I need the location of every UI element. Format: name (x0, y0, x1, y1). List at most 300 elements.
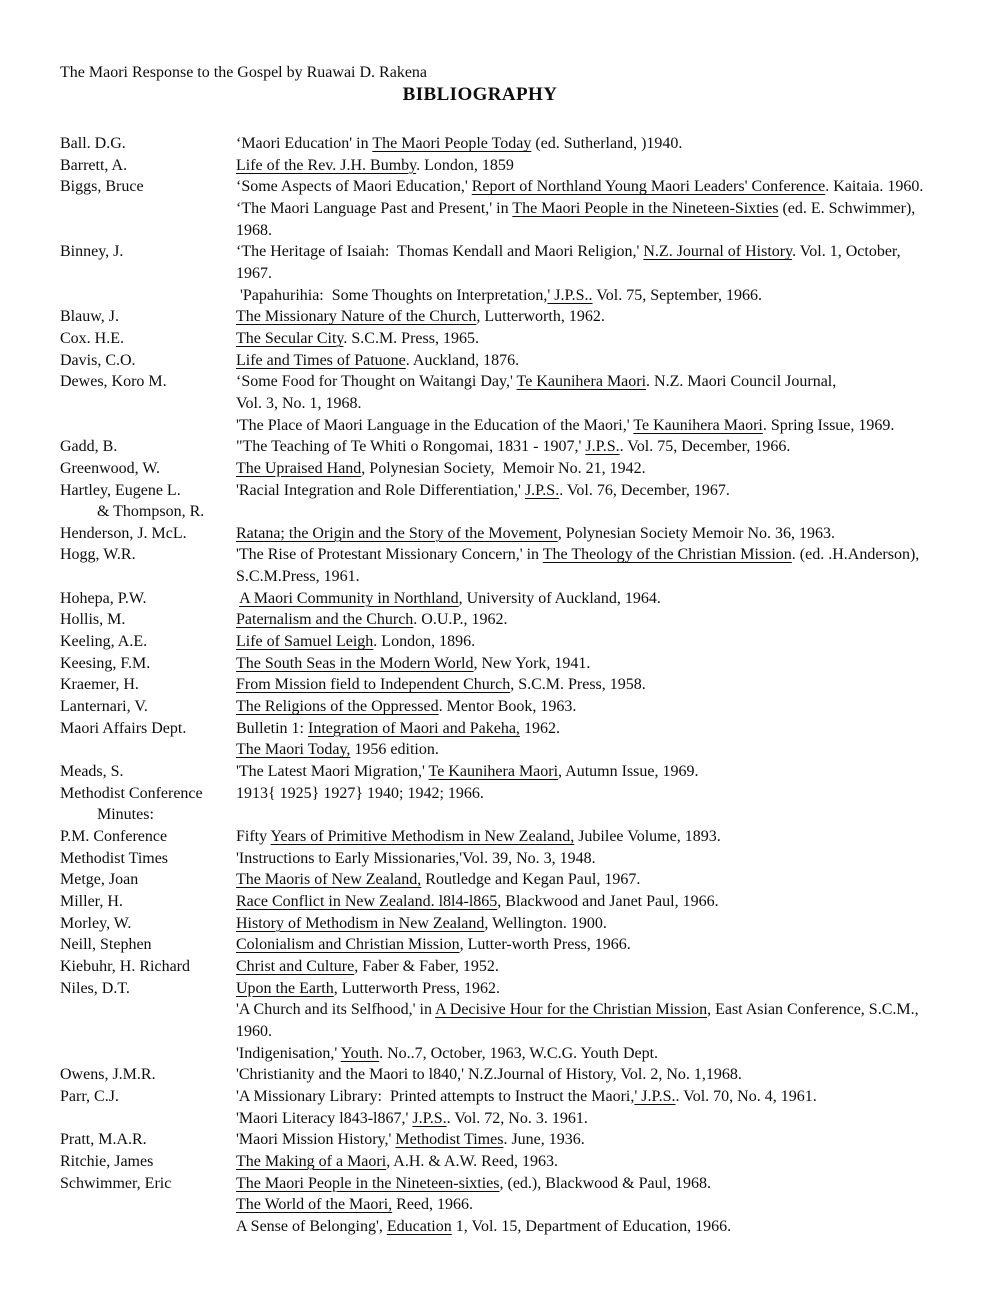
work-line (236, 718, 980, 740)
entry-author (60, 350, 236, 372)
author-line: Metge, Joan (60, 871, 139, 889)
work-text: . Auckland, 1876. (405, 351, 520, 369)
work-title: Life of Samuel Leigh (236, 633, 374, 651)
entry-works (236, 913, 980, 935)
bibliography-entry (60, 631, 980, 653)
work-title: The Theology of the Christian Mission (542, 546, 792, 564)
work-text: . Vol. 75, December, 1966. (619, 438, 791, 456)
entry-author (60, 588, 236, 610)
work-title: Te Kaunihera Maori (516, 373, 647, 391)
work-text: ‘The Heritage of Isaiah: Thomas Kendall and Maori Religion,' (236, 243, 644, 261)
work-title: The Making of a Maori (236, 1152, 387, 1170)
bibliography-entry (60, 458, 980, 480)
entry-author (60, 674, 236, 696)
author-line: Henderson, J. McL. (60, 524, 187, 542)
work-line (236, 1086, 980, 1108)
work-text: , East Asian Conference, S.C.M., (707, 1001, 919, 1019)
work-line (236, 674, 980, 696)
work-line (236, 978, 980, 1000)
work-line (236, 350, 980, 372)
work-title: The South Seas in the Modern World (236, 654, 474, 672)
work-title: The Missionary Nature of the Church (236, 308, 477, 326)
work-title: The Upraised Hand (236, 459, 362, 477)
author-line: Dewes, Koro M. (60, 373, 167, 391)
work-title: History of Methodism in New Zealand (236, 914, 485, 932)
work-text: 1, Vol. 15, Department of Education, 1966. (451, 1217, 732, 1235)
work-text: Vol. 3, No. 1, 1968. (236, 394, 362, 412)
work-title: The Religions of the Oppressed (236, 698, 439, 716)
entry-works (236, 1064, 980, 1086)
work-text: 'The Place of Maori Language in the Education of the Maori,' (236, 416, 634, 434)
work-text: , Wellington. 1900. (484, 914, 607, 932)
work-title: Life and Times of Patuone (236, 351, 406, 369)
entry-works (236, 609, 980, 631)
work-line (236, 198, 980, 220)
entry-author (60, 631, 236, 653)
author-line: Barrett, A. (60, 156, 128, 174)
work-line (236, 1216, 980, 1238)
work-text: ‘Maori Education' in (236, 135, 373, 152)
work-text: , New York, 1941. (473, 654, 591, 672)
work-text: ‘Some Food for Thought on Waitangi Day,' (236, 373, 517, 391)
work-line (236, 523, 980, 545)
work-line (236, 285, 980, 307)
work-line (236, 783, 980, 805)
entry-author (60, 783, 236, 826)
author-line: Ritchie, James (60, 1152, 154, 1170)
entry-author (60, 761, 236, 783)
work-title: Colonialism and Christian Mission (236, 936, 460, 954)
entry-works (236, 523, 980, 545)
work-text: , Blackwood and Janet Paul, 1966. (497, 892, 719, 910)
entry-works (236, 718, 980, 761)
entry-works (236, 696, 980, 718)
work-text: Bulletin 1: (236, 719, 308, 737)
work-line (236, 761, 980, 783)
work-line (236, 263, 980, 285)
work-title: The Maoris of New Zealand, (236, 871, 422, 889)
work-text: 'The Rise of Protestant Missionary Concern,' in (236, 546, 543, 564)
entry-works (236, 891, 980, 913)
work-text: . Vol. 70, No. 4, 1961. (675, 1087, 817, 1105)
bibliography-entry (60, 869, 980, 891)
bibliography-entry (60, 1129, 980, 1151)
entry-works (236, 133, 980, 155)
bibliography-entry (60, 848, 980, 870)
author-line: Methodist Times (60, 849, 169, 867)
entry-author (60, 696, 236, 718)
entry-works (236, 1173, 980, 1238)
work-text: . June, 1936. (503, 1131, 585, 1149)
author-line: Niles, D.T. (60, 979, 130, 997)
work-line (236, 609, 980, 631)
author-line: Binney, J. (60, 243, 124, 261)
work-text: . London, 1896. (373, 633, 476, 651)
work-text: S.C.M.Press, 1961. (236, 568, 360, 586)
author-line: Greenwood, W. (60, 459, 160, 477)
work-line (236, 133, 980, 155)
work-text: 'Racial Integration and Role Differentiation,' (236, 481, 525, 499)
entry-works (236, 371, 980, 436)
author-line: Keeling, A.E. (60, 633, 148, 651)
work-text: , Polynesian Society, Memoir No. 21, 1942. (361, 459, 646, 477)
work-title: Ratana; the Origin and the Story of the Movement (236, 524, 558, 542)
entry-works (236, 458, 980, 480)
work-line (236, 956, 980, 978)
work-title: Race Conflict in New Zealand. l8l4-l865 (236, 892, 498, 910)
work-line (236, 220, 980, 242)
author-line: Ball. D.G. (60, 135, 126, 152)
entry-author (60, 1151, 236, 1173)
entry-works (236, 631, 980, 653)
author-line: Hogg, W.R. (60, 546, 136, 564)
entry-author (60, 371, 236, 393)
author-line: Maori Affairs Dept. (60, 719, 187, 737)
entry-works (236, 826, 980, 848)
work-line (236, 848, 980, 870)
work-text: Fifty (236, 828, 271, 845)
bibliography-entry (60, 696, 980, 718)
work-line (236, 415, 980, 437)
work-title: A Decisive Hour for the Christian Mission (435, 1001, 708, 1019)
work-text: 'Instructions to Early Missionaries,'Vol. 39, No. 3, 1948. (236, 849, 596, 867)
work-line (236, 631, 980, 653)
entry-author (60, 1129, 236, 1151)
work-text: 'Maori Literacy l843-l867,' (236, 1109, 413, 1127)
work-title: The Maori People in the Nineteen-Sixties (512, 199, 779, 217)
work-title: Upon the Earth (236, 979, 334, 997)
work-text: . No..7, October, 1963, W.C.G. Youth Dept. (379, 1044, 659, 1062)
work-title: J.P.S. (585, 438, 620, 456)
bibliography-entry (60, 544, 980, 587)
work-text: 1968. (236, 221, 272, 239)
work-line (236, 891, 980, 913)
work-line (236, 1194, 980, 1216)
bibliography-entry (60, 653, 980, 675)
work-line (236, 176, 980, 198)
entry-author (60, 1086, 236, 1108)
entry-author (60, 133, 236, 155)
work-title: Paternalism and the Church (236, 611, 414, 629)
work-text: (ed. Sutherland, )1940. (531, 135, 683, 152)
work-text: . O.U.P., 1962. (413, 611, 508, 629)
work-text: . London, 1859 (416, 156, 514, 174)
bibliography-entry (60, 913, 980, 935)
work-text: Reed, 1966. (392, 1196, 474, 1214)
entry-author (60, 1064, 236, 1086)
author-line: Parr, C.J. (60, 1087, 119, 1105)
author-line: Owens, J.M.R. (60, 1066, 156, 1084)
work-title: Integration of Maori and Pakeha, (308, 719, 520, 737)
entry-author (60, 328, 236, 350)
work-title: The Maori Today, (236, 741, 351, 759)
work-text: . Vol. 1, October, (792, 243, 901, 261)
work-line (236, 999, 980, 1021)
entry-works (236, 1151, 980, 1173)
work-title: Christ and Culture (236, 957, 355, 975)
work-text: , Autumn Issue, 1969. (558, 763, 699, 781)
bibliography-entry (60, 176, 980, 241)
work-line (236, 1129, 980, 1151)
entry-author (60, 458, 236, 480)
entry-works (236, 241, 980, 306)
work-title: A Maori Community in Northland (239, 589, 459, 607)
entry-works (236, 436, 980, 458)
work-line (236, 458, 980, 480)
author-line: Davis, C.O. (60, 351, 136, 369)
work-title: J.P.S. (524, 481, 560, 499)
entry-author (60, 653, 236, 675)
entry-author (60, 978, 236, 1000)
author-line: Methodist Conference (60, 784, 203, 802)
work-line (236, 371, 980, 393)
author-line: Gadd, B. (60, 438, 118, 456)
bibliography-entry (60, 674, 980, 696)
author-line: & Thompson, R. (97, 503, 205, 521)
entry-works (236, 176, 980, 241)
entry-works (236, 588, 980, 610)
bibliography-entry (60, 1151, 980, 1173)
work-text: 'Maori Mission History,' (236, 1131, 396, 1149)
entry-works (236, 328, 980, 350)
work-text: , (ed.), Blackwood & Paul, 1968. (499, 1174, 712, 1192)
work-text: , Polynesian Society Memoir No. 36, 1963. (557, 524, 836, 542)
entry-author (60, 891, 236, 913)
bibliography-entry (60, 826, 980, 848)
entry-author (60, 869, 236, 891)
work-text: 'The Latest Maori Migration,' (236, 763, 429, 781)
bibliography-entry (60, 371, 980, 436)
work-title: J.P.S. (412, 1109, 447, 1127)
entry-works (236, 653, 980, 675)
work-text: 'A Church and its Selfhood,' in (236, 1001, 436, 1019)
bibliography-entry (60, 891, 980, 913)
bibliography-entry (60, 1086, 980, 1129)
work-line (236, 393, 980, 415)
work-line (236, 480, 980, 502)
work-text: ‘Some Aspects of Maori Education,' (236, 178, 472, 196)
work-line (236, 155, 980, 177)
bibliography-entry (60, 761, 980, 783)
author-line: Blauw, J. (60, 308, 119, 326)
work-title: Education (386, 1217, 452, 1235)
entry-author (60, 934, 236, 956)
work-line (236, 1043, 980, 1065)
work-text: , Lutterworth Press, 1962. (333, 979, 500, 997)
entry-author (60, 1173, 236, 1195)
work-text: . (ed. .H.Anderson), (791, 546, 920, 564)
bibliography-entry (60, 328, 980, 350)
bibliography-entry (60, 133, 980, 155)
work-text: . Kaitaia. 1960. (825, 178, 924, 196)
work-title: Te Kaunihera Maori (633, 416, 763, 434)
author-line: Morley, W. (60, 914, 132, 932)
bibliography-entry (60, 1064, 980, 1086)
work-line (236, 566, 980, 588)
work-text: , S.C.M. Press, 1958. (510, 676, 646, 694)
author-line: Pratt, M.A.R. (60, 1131, 147, 1149)
work-text: . S.C.M. Press, 1965. (343, 329, 479, 347)
entry-author (60, 544, 236, 566)
work-line (236, 588, 980, 610)
work-title: Youth (340, 1044, 380, 1062)
bibliography-entry (60, 588, 980, 610)
work-text: 'Indigenisation,' (236, 1044, 341, 1062)
author-line: Keesing, F.M. (60, 654, 151, 672)
page-title: BIBLIOGRAPHY (402, 84, 558, 105)
entry-works (236, 761, 980, 783)
work-title: Years of Primitive Methodism in New Zealand, (270, 828, 575, 845)
author-line: Meads, S. (60, 763, 124, 781)
work-line (236, 913, 980, 935)
work-text: Jubilee Volume, 1893. (574, 828, 721, 845)
work-line (236, 1021, 980, 1043)
work-title: Life of the Rev. J.H. Bumby (236, 156, 417, 174)
author-line: Kraemer, H. (60, 676, 139, 694)
entry-works (236, 1086, 980, 1129)
work-text: Vol. 75, September, 1966. (592, 286, 762, 304)
bibliography-entry (60, 609, 980, 631)
bibliography-entry (60, 978, 980, 1065)
bibliography-entry (60, 718, 980, 761)
author-line: Miller, H. (60, 892, 123, 910)
work-title: Report of Northland Young Maori Leaders' Conference (471, 178, 826, 196)
work-text: . N.Z. Maori Council Journal, (646, 373, 837, 391)
work-line (236, 328, 980, 350)
work-line (236, 739, 980, 761)
entry-author (60, 480, 236, 523)
entry-works (236, 869, 980, 891)
work-line (236, 869, 980, 891)
author-line: Minutes: (97, 806, 154, 824)
work-text: , University of Auckland, 1964. (458, 589, 661, 607)
work-text: ‘The Maori Language Past and Present,' in (236, 199, 513, 217)
entry-works (236, 544, 980, 587)
entry-author (60, 913, 236, 935)
bibliography-entry (60, 306, 980, 328)
work-text: 1962. (519, 719, 560, 737)
entry-works (236, 480, 980, 502)
entry-works (236, 978, 980, 1065)
work-text: . Vol. 76, December, 1967. (559, 481, 730, 499)
work-title: Te Kaunihera Maori (428, 763, 559, 781)
entry-works (236, 350, 980, 372)
author-line: Neill, Stephen (60, 936, 152, 954)
entry-author (60, 241, 236, 263)
work-text: , Lutter-worth Press, 1966. (459, 936, 631, 954)
author-line: Schwimmer, Eric (60, 1174, 172, 1192)
entry-works (236, 674, 980, 696)
work-text: , A.H. & A.W. Reed, 1963. (386, 1152, 559, 1170)
work-text: . Vol. 72, No. 3. 1961. (446, 1109, 588, 1127)
work-line (236, 934, 980, 956)
work-text: "The Teaching of Te Whiti o Rongomai, 1831 - 1907,' (236, 438, 586, 456)
work-title: From Mission field to Independent Church (236, 676, 511, 694)
work-title: The Maori People Today (372, 135, 532, 152)
entry-works (236, 783, 980, 805)
work-text: 'Christianity and the Maori to l840,' N.Z.Journal of History, Vol. 2, No. 1,1968. (236, 1066, 742, 1084)
work-text: 'Papahurihia: Some Thoughts on Interpretation, (236, 286, 548, 304)
work-title: ' J.P.S.. (547, 286, 593, 304)
entry-works (236, 1129, 980, 1151)
entry-author (60, 956, 236, 978)
work-text: 'A Missionary Library: Printed attempts to Instruct the Maori, (236, 1087, 635, 1105)
work-line (236, 544, 980, 566)
bibliography-entry (60, 1173, 980, 1238)
bibliography-entry (60, 783, 980, 826)
work-text: , Faber & Faber, 1952. (354, 957, 499, 975)
work-line (236, 1108, 980, 1130)
author-line: Lanternari, V. (60, 698, 148, 716)
bibliography-entry (60, 934, 980, 956)
work-title: N.Z. Journal of History (643, 243, 793, 261)
work-title: ' J.P.S. (634, 1087, 676, 1105)
work-line (236, 241, 980, 263)
entry-author (60, 155, 236, 177)
author-line: Biggs, Bruce (60, 178, 144, 196)
entry-author (60, 609, 236, 631)
work-line (236, 436, 980, 458)
work-line (236, 1173, 980, 1195)
bibliography-entry (60, 155, 980, 177)
entry-works (236, 848, 980, 870)
work-text: Routledge and Kegan Paul, 1967. (421, 871, 641, 889)
entry-works (236, 306, 980, 328)
author-line: Hohepa, P.W. (60, 589, 147, 607)
work-text: . Mentor Book, 1963. (438, 698, 577, 716)
entry-author (60, 306, 236, 328)
entry-author (60, 718, 236, 740)
bibliography-entry (60, 523, 980, 545)
work-title: The World of the Maori, (236, 1196, 393, 1214)
work-line (236, 1064, 980, 1086)
work-text: 1956 edition. (350, 741, 439, 759)
entry-works (236, 956, 980, 978)
author-line: Hollis, M. (60, 611, 126, 629)
work-line (236, 826, 980, 848)
work-text: 1913{ 1925} 1927} 1940; 1942; 1966. (236, 784, 484, 802)
work-line (236, 653, 980, 675)
work-text: A Sense of Belonging', (236, 1217, 387, 1235)
entry-works (236, 934, 980, 956)
author-line: P.M. Conference (60, 828, 168, 845)
entry-author (60, 826, 236, 848)
entry-author (60, 523, 236, 545)
bibliography-entry (60, 480, 980, 523)
entry-author (60, 176, 236, 198)
work-title: Methodist Times (395, 1131, 504, 1149)
work-line (236, 696, 980, 718)
bibliography-entry (60, 350, 980, 372)
author-line: Cox. H.E. (60, 329, 124, 347)
work-line (236, 306, 980, 328)
author-line: Hartley, Eugene L. (60, 481, 181, 499)
document-header: The Maori Response to the Gospel by Ruawai D. Rakena (60, 64, 428, 81)
work-title: The Maori People in the Nineteen-sixties (236, 1174, 500, 1192)
entry-works (236, 155, 980, 177)
work-text: (ed. E. Schwimmer), (778, 199, 916, 217)
work-line (236, 1151, 980, 1173)
work-text: 1967. (236, 264, 272, 282)
entry-author (60, 436, 236, 458)
bibliography-list (60, 133, 980, 1237)
work-title: The Secular City (236, 329, 344, 347)
work-text: . Spring Issue, 1969. (762, 416, 895, 434)
work-text: 1960. (236, 1022, 272, 1040)
bibliography-entry (60, 241, 980, 306)
entry-author (60, 848, 236, 870)
work-text: , Lutterworth, 1962. (476, 308, 605, 326)
